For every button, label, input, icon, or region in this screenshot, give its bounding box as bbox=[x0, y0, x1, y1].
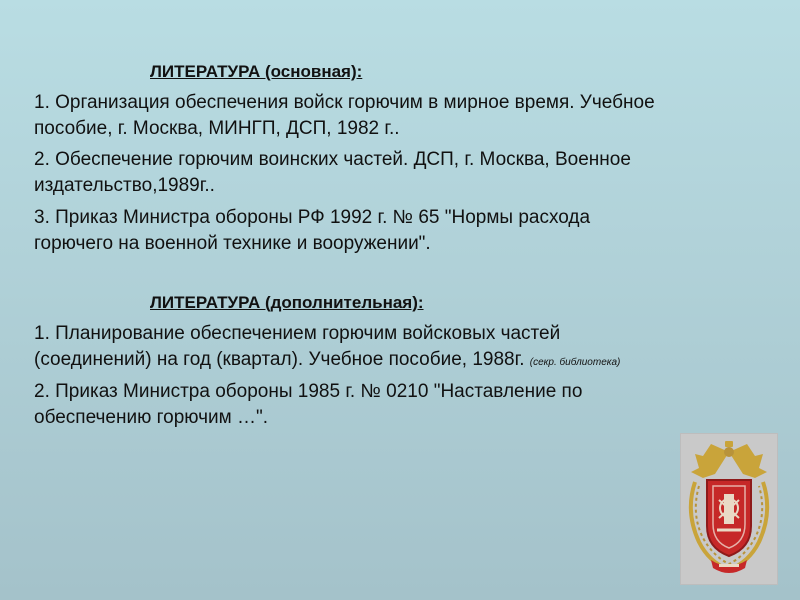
main-item-3-line-1: 3. Приказ Министра обороны РФ 1992 г. № 65 "Нормы расхода bbox=[34, 207, 591, 228]
main-literature-heading: ЛИТЕРАТУРА (основная): bbox=[150, 62, 363, 81]
main-item-2-line-2: издательство,1989г.. bbox=[34, 175, 215, 196]
additional-item-2 bbox=[34, 379, 774, 431]
main-item-1-line-2: пособие, г. Москва, МИНГП, ДСП, 1982 г.. bbox=[34, 118, 400, 139]
main-item-3-line-2: горючего на военной технике и вооружении". bbox=[34, 233, 431, 254]
military-fuel-service-emblem-icon bbox=[681, 434, 777, 584]
main-item-3 bbox=[34, 205, 774, 257]
main-item-1-line-1: 1. Организация обеспечения войск горючим в мирное время. Учебное bbox=[34, 92, 655, 113]
main-item-1 bbox=[34, 90, 774, 142]
emblem bbox=[680, 433, 778, 585]
additional-item-1-line-2-wrap bbox=[34, 347, 774, 376]
main-item-2 bbox=[34, 147, 774, 199]
classified-library-note: (секр. библиотека) bbox=[529, 357, 621, 368]
main-item-2-line-1: 2. Обеспечение горючим воинских частей. ДСП, г. Москва, Военное bbox=[34, 149, 631, 170]
additional-item-2-line-2: обеспечению горючим …". bbox=[34, 407, 268, 428]
additional-item-1 bbox=[34, 321, 774, 376]
additional-literature-heading: ЛИТЕРАТУРА (дополнительная): bbox=[150, 293, 424, 312]
additional-item-1-line-2: (соединений) на год (квартал). Учебное пособие, 1988г. bbox=[34, 349, 525, 370]
additional-item-2-line-1: 2. Приказ Министра обороны 1985 г. № 0210 "Наставление по bbox=[34, 381, 583, 402]
additional-item-1-line-1: 1. Планирование обеспечением горючим войсковых частей bbox=[34, 323, 561, 344]
